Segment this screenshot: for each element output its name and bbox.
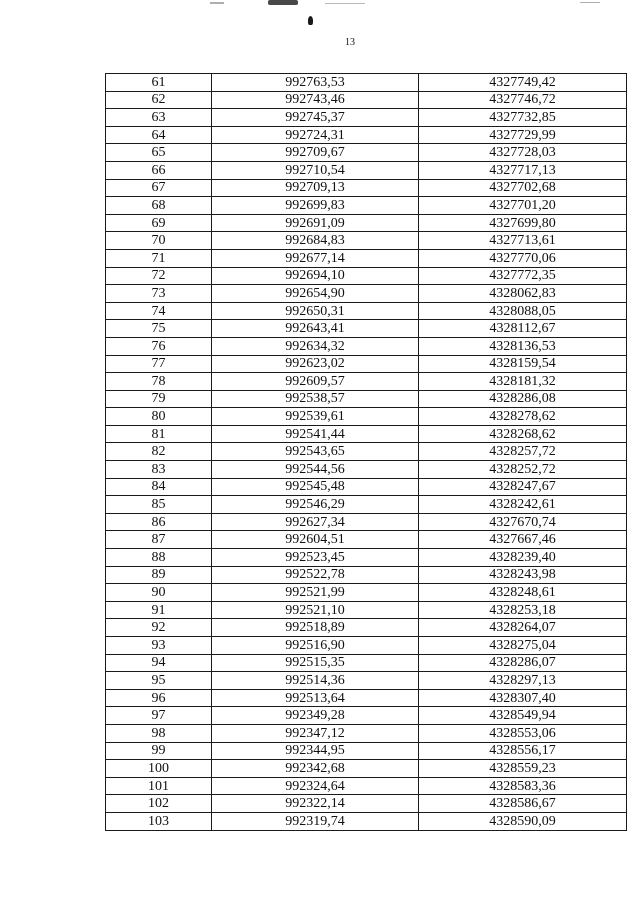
table-row	[106, 760, 627, 778]
table-row	[106, 777, 627, 795]
x-coordinate-cell: 992545,48	[212, 478, 419, 496]
y-coordinate-cell: 4328243,98	[419, 566, 627, 584]
table-row	[106, 109, 627, 127]
y-coordinate-cell: 4328253,18	[419, 601, 627, 619]
y-coordinate-cell: 4328286,07	[419, 654, 627, 672]
y-coordinate-cell: 4328553,06	[419, 724, 627, 742]
point-number-cell: 100	[106, 760, 212, 778]
x-coordinate-cell: 992650,31	[212, 302, 419, 320]
point-number-cell: 93	[106, 637, 212, 655]
y-coordinate-cell: 4328590,09	[419, 812, 627, 830]
table-row	[106, 496, 627, 514]
y-coordinate-cell: 4327713,61	[419, 232, 627, 250]
point-number-cell: 101	[106, 777, 212, 795]
table-row	[106, 654, 627, 672]
x-coordinate-cell: 992541,44	[212, 425, 419, 443]
table-row	[106, 566, 627, 584]
y-coordinate-cell: 4328549,94	[419, 707, 627, 725]
point-number-cell: 90	[106, 584, 212, 602]
scan-artifact	[325, 3, 365, 4]
x-coordinate-cell: 992634,32	[212, 337, 419, 355]
point-number-cell: 77	[106, 355, 212, 373]
x-coordinate-cell: 992539,61	[212, 408, 419, 426]
x-coordinate-cell: 992514,36	[212, 672, 419, 690]
table-row	[106, 285, 627, 303]
x-coordinate-cell: 992743,46	[212, 91, 419, 109]
scan-artifact	[268, 0, 298, 5]
point-number-cell: 61	[106, 74, 212, 92]
y-coordinate-cell: 4328278,62	[419, 408, 627, 426]
y-coordinate-cell: 4328062,83	[419, 285, 627, 303]
table-row	[106, 214, 627, 232]
y-coordinate-cell: 4327667,46	[419, 531, 627, 549]
x-coordinate-cell: 992654,90	[212, 285, 419, 303]
x-coordinate-cell: 992523,45	[212, 549, 419, 567]
table-row	[106, 249, 627, 267]
point-number-cell: 86	[106, 513, 212, 531]
y-coordinate-cell: 4327732,85	[419, 109, 627, 127]
coordinates-table	[105, 73, 627, 831]
point-number-cell: 76	[106, 337, 212, 355]
x-coordinate-cell: 992322,14	[212, 795, 419, 813]
table-row	[106, 161, 627, 179]
table-row	[106, 267, 627, 285]
point-number-cell: 74	[106, 302, 212, 320]
x-coordinate-cell: 992521,10	[212, 601, 419, 619]
y-coordinate-cell: 4327772,35	[419, 267, 627, 285]
y-coordinate-cell: 4327770,06	[419, 249, 627, 267]
x-coordinate-cell: 992745,37	[212, 109, 419, 127]
table-row	[106, 373, 627, 391]
point-number-cell: 85	[106, 496, 212, 514]
x-coordinate-cell: 992518,89	[212, 619, 419, 637]
x-coordinate-cell: 992699,83	[212, 197, 419, 215]
point-number-cell: 69	[106, 214, 212, 232]
table-row	[106, 232, 627, 250]
scan-artifact	[308, 16, 313, 25]
y-coordinate-cell: 4328286,08	[419, 390, 627, 408]
y-coordinate-cell: 4328247,67	[419, 478, 627, 496]
x-coordinate-cell: 992521,99	[212, 584, 419, 602]
table-row	[106, 531, 627, 549]
x-coordinate-cell: 992677,14	[212, 249, 419, 267]
table-row	[106, 197, 627, 215]
y-coordinate-cell: 4328239,40	[419, 549, 627, 567]
table-row	[106, 91, 627, 109]
point-number-cell: 97	[106, 707, 212, 725]
point-number-cell: 73	[106, 285, 212, 303]
y-coordinate-cell: 4328136,53	[419, 337, 627, 355]
point-number-cell: 102	[106, 795, 212, 813]
point-number-cell: 83	[106, 461, 212, 479]
y-coordinate-cell: 4328307,40	[419, 689, 627, 707]
point-number-cell: 89	[106, 566, 212, 584]
x-coordinate-cell: 992349,28	[212, 707, 419, 725]
point-number-cell: 72	[106, 267, 212, 285]
x-coordinate-cell: 992324,64	[212, 777, 419, 795]
table-row	[106, 742, 627, 760]
y-coordinate-cell: 4327670,74	[419, 513, 627, 531]
x-coordinate-cell: 992522,78	[212, 566, 419, 584]
x-coordinate-cell: 992538,57	[212, 390, 419, 408]
table-row	[106, 601, 627, 619]
x-coordinate-cell: 992724,31	[212, 126, 419, 144]
y-coordinate-cell: 4328248,61	[419, 584, 627, 602]
point-number-cell: 99	[106, 742, 212, 760]
table-row	[106, 179, 627, 197]
point-number-cell: 67	[106, 179, 212, 197]
x-coordinate-cell: 992319,74	[212, 812, 419, 830]
table-row	[106, 408, 627, 426]
x-coordinate-cell: 992627,34	[212, 513, 419, 531]
point-number-cell: 63	[106, 109, 212, 127]
x-coordinate-cell: 992515,35	[212, 654, 419, 672]
scan-artifact	[210, 2, 224, 4]
table-row	[106, 637, 627, 655]
y-coordinate-cell: 4328088,05	[419, 302, 627, 320]
y-coordinate-cell: 4328242,61	[419, 496, 627, 514]
table-row	[106, 584, 627, 602]
x-coordinate-cell: 992344,95	[212, 742, 419, 760]
table-row	[106, 126, 627, 144]
x-coordinate-cell: 992513,64	[212, 689, 419, 707]
x-coordinate-cell: 992609,57	[212, 373, 419, 391]
point-number-cell: 94	[106, 654, 212, 672]
y-coordinate-cell: 4328257,72	[419, 443, 627, 461]
x-coordinate-cell: 992544,56	[212, 461, 419, 479]
y-coordinate-cell: 4327702,68	[419, 179, 627, 197]
y-coordinate-cell: 4327701,20	[419, 197, 627, 215]
point-number-cell: 81	[106, 425, 212, 443]
y-coordinate-cell: 4328268,62	[419, 425, 627, 443]
table-row	[106, 302, 627, 320]
x-coordinate-cell: 992709,67	[212, 144, 419, 162]
table-row	[106, 320, 627, 338]
point-number-cell: 65	[106, 144, 212, 162]
point-number-cell: 66	[106, 161, 212, 179]
point-number-cell: 78	[106, 373, 212, 391]
table-row	[106, 619, 627, 637]
table-row	[106, 74, 627, 92]
table-row	[106, 337, 627, 355]
x-coordinate-cell: 992763,53	[212, 74, 419, 92]
y-coordinate-cell: 4328159,54	[419, 355, 627, 373]
x-coordinate-cell: 992694,10	[212, 267, 419, 285]
table-row	[106, 478, 627, 496]
x-coordinate-cell: 992643,41	[212, 320, 419, 338]
table-row	[106, 549, 627, 567]
y-coordinate-cell: 4328112,67	[419, 320, 627, 338]
table-row	[106, 461, 627, 479]
point-number-cell: 62	[106, 91, 212, 109]
y-coordinate-cell: 4327749,42	[419, 74, 627, 92]
table-row	[106, 724, 627, 742]
table-row	[106, 812, 627, 830]
point-number-cell: 70	[106, 232, 212, 250]
x-coordinate-cell: 992543,65	[212, 443, 419, 461]
page-number: 13	[345, 37, 355, 48]
y-coordinate-cell: 4327729,99	[419, 126, 627, 144]
x-coordinate-cell: 992710,54	[212, 161, 419, 179]
x-coordinate-cell: 992604,51	[212, 531, 419, 549]
table-row	[106, 443, 627, 461]
table-row	[106, 707, 627, 725]
x-coordinate-cell: 992516,90	[212, 637, 419, 655]
x-coordinate-cell: 992684,83	[212, 232, 419, 250]
x-coordinate-cell: 992546,29	[212, 496, 419, 514]
x-coordinate-cell: 992623,02	[212, 355, 419, 373]
point-number-cell: 82	[106, 443, 212, 461]
y-coordinate-cell: 4327699,80	[419, 214, 627, 232]
x-coordinate-cell: 992709,13	[212, 179, 419, 197]
point-number-cell: 88	[106, 549, 212, 567]
point-number-cell: 96	[106, 689, 212, 707]
y-coordinate-cell: 4328275,04	[419, 637, 627, 655]
point-number-cell: 80	[106, 408, 212, 426]
y-coordinate-cell: 4328181,32	[419, 373, 627, 391]
x-coordinate-cell: 992347,12	[212, 724, 419, 742]
y-coordinate-cell: 4328264,07	[419, 619, 627, 637]
y-coordinate-cell: 4328586,67	[419, 795, 627, 813]
point-number-cell: 91	[106, 601, 212, 619]
table-row	[106, 355, 627, 373]
point-number-cell: 95	[106, 672, 212, 690]
y-coordinate-cell: 4327728,03	[419, 144, 627, 162]
point-number-cell: 71	[106, 249, 212, 267]
point-number-cell: 92	[106, 619, 212, 637]
y-coordinate-cell: 4327717,13	[419, 161, 627, 179]
point-number-cell: 79	[106, 390, 212, 408]
y-coordinate-cell: 4328559,23	[419, 760, 627, 778]
point-number-cell: 87	[106, 531, 212, 549]
x-coordinate-cell: 992342,68	[212, 760, 419, 778]
table-row	[106, 795, 627, 813]
table-row	[106, 672, 627, 690]
y-coordinate-cell: 4328252,72	[419, 461, 627, 479]
x-coordinate-cell: 992691,09	[212, 214, 419, 232]
point-number-cell: 103	[106, 812, 212, 830]
y-coordinate-cell: 4328583,36	[419, 777, 627, 795]
scan-artifact	[580, 2, 600, 3]
table-row	[106, 390, 627, 408]
table-row	[106, 144, 627, 162]
point-number-cell: 98	[106, 724, 212, 742]
point-number-cell: 84	[106, 478, 212, 496]
y-coordinate-cell: 4327746,72	[419, 91, 627, 109]
table-row	[106, 425, 627, 443]
point-number-cell: 68	[106, 197, 212, 215]
point-number-cell: 75	[106, 320, 212, 338]
y-coordinate-cell: 4328556,17	[419, 742, 627, 760]
y-coordinate-cell: 4328297,13	[419, 672, 627, 690]
table-row	[106, 689, 627, 707]
table-row	[106, 513, 627, 531]
point-number-cell: 64	[106, 126, 212, 144]
coordinates-table-body	[106, 74, 627, 831]
